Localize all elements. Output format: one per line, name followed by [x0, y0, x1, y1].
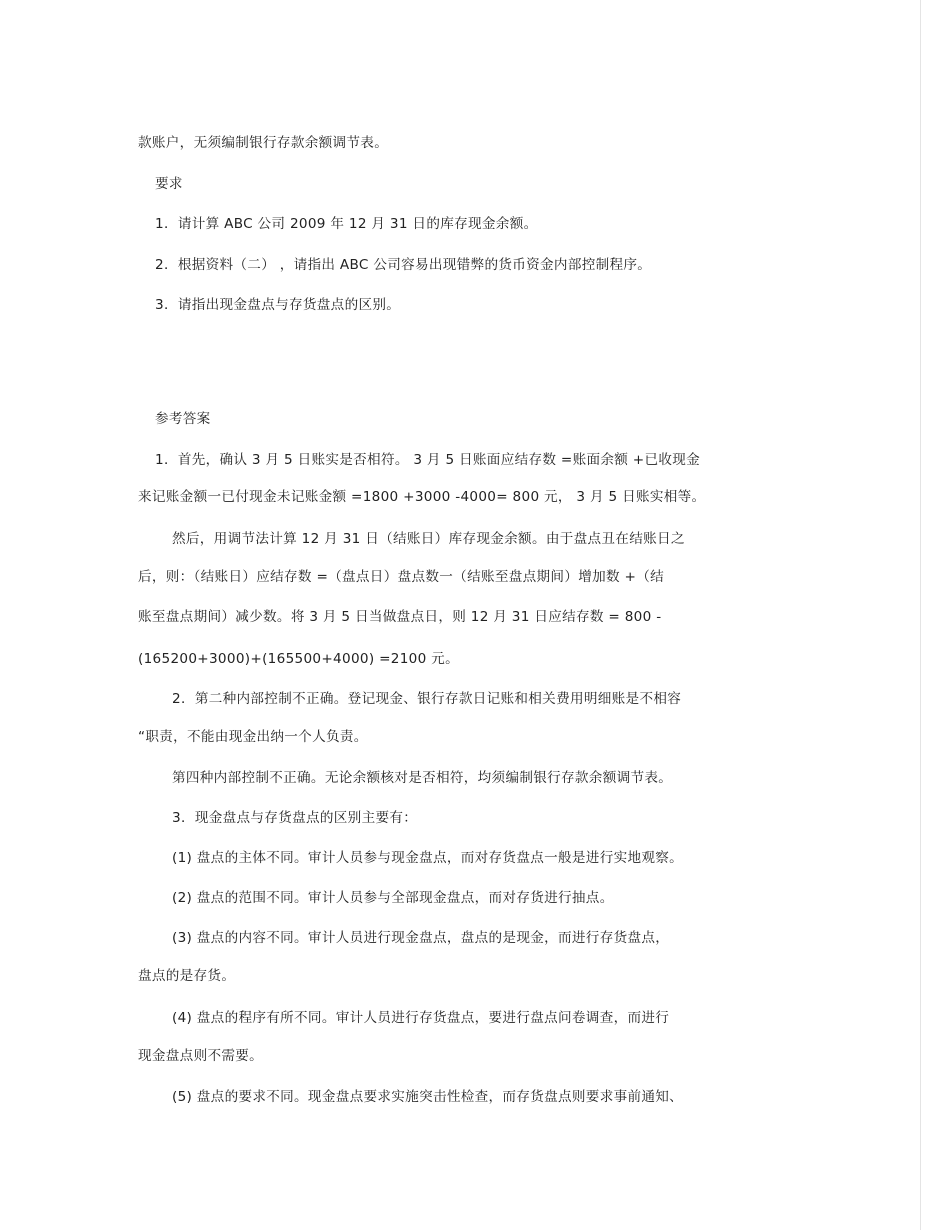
text-line: “职责，不能由现金出纳一个人负责。 [138, 729, 368, 745]
list-item: (2) 盘点的范围不同。审计人员参与全部现金盘点，而对存货进行抽点。 [172, 890, 614, 906]
text-line: 后，则：（结账日）应结存数 =（盘点日）盘点数一（结账至盘点期间）增加数 +（结 [138, 569, 664, 585]
text-line: 1．首先，确认 3 月 5 日账实是否相符。 3 月 5 日账面应结存数 =账面余额 +已收现金 [155, 452, 701, 468]
text-line: 盘点的是存货。 [138, 968, 236, 984]
text-line: 账至盘点期间）减少数。将 3 月 5 日当做盘点日，则 12 月 31 日应结存数 = 800 - [138, 609, 662, 625]
text-line: 3．现金盘点与存货盘点的区别主要有： [172, 810, 418, 826]
section-heading-answers: 参考答案 [155, 411, 211, 427]
text-line: 第四种内部控制不正确。无论余额核对是否相符，均须编制银行存款余额调节表。 [172, 770, 673, 786]
list-item: (1) 盘点的主体不同。审计人员参与现金盘点，而对存货盘点一般是进行实地观察。 [172, 850, 684, 866]
text-line: 来记账金额一已付现金未记账金额 =1800 +3000 -4000= 800 元， 3 月 5 日账实相等。 [138, 489, 706, 505]
text-line: 款账户，无须编制银行存款余额调节表。 [138, 135, 389, 151]
text-line: (165200+3000)+(165500+4000) =2100 元。 [138, 651, 459, 667]
text-line: 然后，用调节法计算 12 月 31 日（结账日）库存现金余额。由于盘点丑在结账日之 [172, 531, 685, 547]
requirement-item-1: 1．请计算 ABC 公司 2009 年 12 月 31 日的库存现金余额。 [155, 216, 538, 232]
text-line: 2．第二种内部控制不正确。登记现金、银行存款日记账和相关费用明细账是不相容 [172, 691, 682, 707]
list-item: (5) 盘点的要求不同。现金盘点要求实施突击性检查，而存货盘点则要求事前通知、 [172, 1089, 684, 1105]
requirement-item-2: 2．根据资料（二） ，请指出 ABC 公司容易出现错弊的货币资金内部控制程序。 [155, 257, 652, 273]
list-item: (3) 盘点的内容不同。审计人员进行现金盘点，盘点的是现金，而进行存货盘点， [172, 930, 670, 946]
page-edge-divider [920, 0, 921, 1230]
requirement-item-3: 3．请指出现金盘点与存货盘点的区别。 [155, 297, 401, 313]
text-line: 现金盘点则不需要。 [138, 1048, 264, 1064]
section-heading-requirements: 要求 [155, 176, 183, 192]
list-item: (4) 盘点的程序有所不同。审计人员进行存货盘点，要进行盘点问卷调查，而进行 [172, 1010, 670, 1026]
